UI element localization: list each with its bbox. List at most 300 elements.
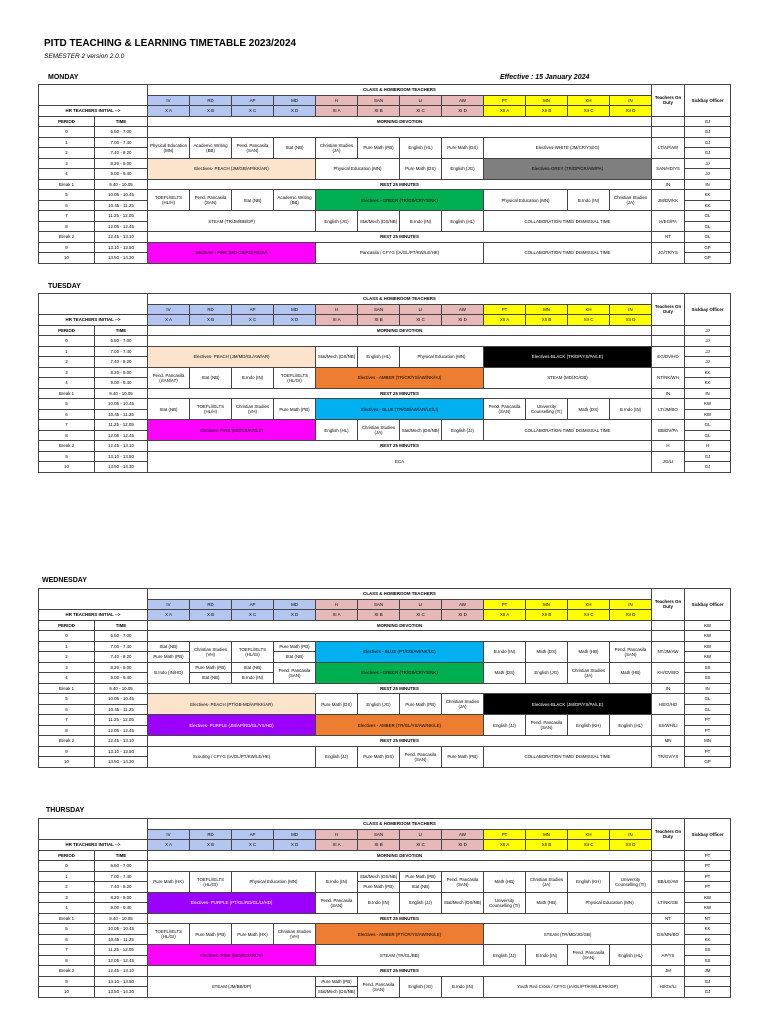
homeroom-teacher: IV [148, 95, 190, 106]
sickbay-cell: GP [685, 757, 731, 768]
class-name: XII A [484, 315, 526, 326]
morning-devotion: MORNING DEVOTION [148, 620, 652, 631]
period-number: 3 [39, 158, 95, 169]
lesson-cell: Physical Education (MN) [400, 346, 484, 367]
elective-block-purple: Electives- PURPLE (JM/AP/RD/GL/YS/HD) [148, 715, 316, 736]
duty-cell: IN [652, 179, 685, 190]
lesson-cell: Christian Studies (JA) [316, 137, 358, 158]
homeroom-teacher: IV [148, 599, 190, 610]
lesson-cell: Christian Studies (JA) [442, 694, 484, 715]
sickbay-cell: IN [685, 683, 731, 694]
lesson-cell: Pend. Pancasila (SAN) [190, 190, 232, 211]
period-time: 10.45 - 11.25 [95, 200, 148, 211]
period-time: 10.45 - 11.25 [95, 934, 148, 945]
period-time: 12.45 - 13.10 [95, 441, 148, 452]
duty-cell: NT [652, 913, 685, 924]
lesson-cell: STEAM (JM/BB/DP) [148, 976, 316, 997]
lesson-cell: English (JJ) [400, 892, 442, 913]
lesson-cell: B.Indo (IN) [400, 211, 442, 232]
class-name: XI D [442, 840, 484, 851]
homeroom-teacher: KH [568, 95, 610, 106]
period-time: 10.05 - 10.45 [95, 694, 148, 705]
sickbay-cell: GJ [685, 451, 731, 462]
class-name: XI C [400, 610, 442, 621]
hr-teachers-initial-label: HR TEACHERS INITIAL --> [39, 315, 148, 326]
rest-break: REST 25 MINUTES [148, 232, 652, 243]
sickbay-officer-header: Sickbay Officer [685, 589, 731, 621]
sickbay-cell: SS [685, 945, 731, 956]
class-name: XII D [610, 610, 652, 621]
sickbay-cell: JJ [685, 346, 731, 357]
elective-block-blue: Electives - BLUE (PT/GB/AW/NK/LE) [316, 641, 484, 662]
class-name: XI B [358, 315, 400, 326]
sickbay-cell: PT [685, 725, 731, 736]
homeroom-teacher: SAN [358, 599, 400, 610]
lesson-cell: English (JJ) [316, 746, 358, 767]
period-number: 4 [39, 378, 95, 389]
lesson-cell: STEAM (MD/JG/GB) [484, 367, 652, 388]
sickbay-cell: SS [685, 955, 731, 966]
period-number: 8 [39, 955, 95, 966]
class-name: X C [232, 315, 274, 326]
lesson-cell: English (KH) [568, 715, 610, 736]
class-name: XII C [568, 840, 610, 851]
period-time: 7.00 - 7.40 [95, 641, 148, 652]
rest-break: REST 25 MINUTES [148, 966, 652, 977]
duty-cell: IN [652, 388, 685, 399]
sickbay-cell: KW [685, 652, 731, 663]
homeroom-teacher: LI [400, 829, 442, 840]
homeroom-teacher: H [316, 829, 358, 840]
homeroom-teacher: AW [442, 599, 484, 610]
class-name: XI C [400, 315, 442, 326]
sickbay-cell: GL [685, 694, 731, 705]
class-name: X D [274, 840, 316, 851]
period-time: 11.25 - 12.05 [95, 420, 148, 431]
rest-break: REST 25 MINUTES [148, 388, 652, 399]
lesson-cell: Stat/Mech (DS/NB) [316, 346, 358, 367]
elective-block-peach: Electives- PEACH (JM/MD/GL/AW/AR) [148, 346, 316, 367]
period-time: 6.50 - 7.00 [95, 631, 148, 642]
period-number: 7 [39, 211, 95, 222]
period-number: Break 1 [39, 683, 95, 694]
class-name: XII B [526, 315, 568, 326]
sickbay-cell: KK [685, 367, 731, 378]
class-name: X B [190, 840, 232, 851]
sickbay-cell: PT [685, 871, 731, 882]
period-time: 12.05 - 12.45 [95, 725, 148, 736]
sickbay-cell: GJ [685, 462, 731, 473]
period-number: 5 [39, 694, 95, 705]
lesson-cell: Stat (NB) [400, 882, 442, 893]
period-time: 7.00 - 7.40 [95, 871, 148, 882]
homeroom-teacher: RD [190, 304, 232, 315]
duty-cell: DS/MN/BO [652, 924, 685, 945]
lesson-cell: Pure Math (PB) [190, 924, 232, 945]
period-number: 6 [39, 200, 95, 211]
time-header: TIME [95, 116, 148, 127]
class-name: X A [148, 840, 190, 851]
homeroom-teacher: SAN [358, 95, 400, 106]
class-name: X D [274, 106, 316, 117]
homeroom-teacher: KH [568, 304, 610, 315]
sickbay-cell: KW [685, 903, 731, 914]
sickbay-cell: GJ [685, 137, 731, 148]
sickbay-cell: GL [685, 704, 731, 715]
sickbay-officer-header: Sickbay Officer [685, 85, 731, 117]
homeroom-teacher: RD [190, 829, 232, 840]
homeroom-teacher: RD [190, 95, 232, 106]
sickbay-cell: SS [685, 673, 731, 684]
class-name: XI A [316, 315, 358, 326]
duty-cell: H/EG/PA [652, 211, 685, 232]
sickbay-cell: H [685, 441, 731, 452]
duty-cell: H/EG/HD [652, 694, 685, 715]
class-name: X B [190, 315, 232, 326]
lesson-cell: Math (HB) [610, 662, 652, 683]
sickbay-cell: JJ [685, 169, 731, 180]
lesson-cell: Pure Math (PB) [358, 882, 400, 893]
period-number: Break 2 [39, 736, 95, 747]
period-time: 7.40 - 8.20 [95, 882, 148, 893]
homeroom-teacher: MD [274, 304, 316, 315]
sickbay-cell: SS [685, 662, 731, 673]
elective-block-amber: Electives - AMBER (TR/CR/YS/AW/NK/HJ) [316, 367, 484, 388]
sickbay-cell: GL [685, 420, 731, 431]
class-name: XI D [442, 315, 484, 326]
period-number: Break 2 [39, 232, 95, 243]
period-number: 9 [39, 451, 95, 462]
homeroom-teacher: KH [568, 599, 610, 610]
period-time: 12.05 - 12.45 [95, 221, 148, 232]
period-time: 9.40 - 10.05 [95, 179, 148, 190]
sickbay-cell: KW [685, 892, 731, 903]
homeroom-teacher: KH [568, 829, 610, 840]
rest-break: REST 25 MINUTES [148, 736, 652, 747]
class-name: X A [148, 610, 190, 621]
day-label-thursday: THURSDAY [46, 807, 85, 814]
class-name: XII D [610, 840, 652, 851]
homeroom-teacher: MD [274, 829, 316, 840]
class-name: XI B [358, 840, 400, 851]
period-header: PERIOD [39, 325, 95, 336]
homeroom-teacher: PT [484, 95, 526, 106]
sickbay-cell: KW [685, 409, 731, 420]
sickbay-cell: GP [685, 242, 731, 253]
duty-cell: MN [652, 736, 685, 747]
sickbay-cell: NT [685, 913, 731, 924]
timetable-thursday [38, 818, 731, 998]
rest-break: REST 25 MINUTES [148, 179, 652, 190]
homeroom-teacher: MN [526, 304, 568, 315]
period-number: 0 [39, 861, 95, 872]
homeroom-teacher: AW [442, 829, 484, 840]
lesson-cell: English (JJ) [442, 420, 484, 441]
duty-cell: NT/NK/WH [652, 367, 685, 388]
period-number: 9 [39, 746, 95, 757]
homeroom-teacher: AP [232, 829, 274, 840]
period-number: 1 [39, 137, 95, 148]
lesson-cell: B.Indo (IN/HD) [148, 662, 190, 683]
lesson-cell: Pure Math (PB) [358, 137, 400, 158]
period-time: 10.05 - 10.45 [95, 190, 148, 201]
teachers-on-duty-header: Teachers On Duty [652, 85, 685, 117]
class-name: X B [190, 610, 232, 621]
sickbay-cell: JJ [685, 357, 731, 368]
lesson-cell: Math (DS) [568, 399, 610, 420]
sickbay-cell: PT [685, 715, 731, 726]
homeroom-teacher: IN [610, 599, 652, 610]
period-number: 6 [39, 934, 95, 945]
lesson-cell: Pure Math (HK) [232, 924, 274, 945]
document-subtitle: SEMESTER 2 version 2.0.0 [44, 53, 125, 60]
lesson-cell: English (HL) [400, 137, 442, 158]
class-name: XI A [316, 610, 358, 621]
period-number: 10 [39, 253, 95, 264]
elective-block-white: Electives-WHITE (JM/CR/YS/IG) [484, 137, 652, 158]
lesson-cell: Pure Math (PB) [274, 399, 316, 420]
lesson-cell: Academic Writing (BB) [274, 190, 316, 211]
homeroom-teacher: SAN [358, 829, 400, 840]
homeroom-teacher: LI [400, 599, 442, 610]
lesson-cell: TOEFL/IELTS (HL/GI) [274, 367, 316, 388]
period-number: 2 [39, 357, 95, 368]
lesson-cell: B.Indo (IN) [484, 641, 526, 662]
day-label-monday: MONDAY [48, 74, 79, 81]
lesson-cell: Math (HB) [484, 871, 526, 892]
period-number: 5 [39, 190, 95, 201]
duty-cell: BB/DV/PA [652, 420, 685, 441]
period-time: 13.10 - 13.50 [95, 451, 148, 462]
morning-devotion: MORNING DEVOTION [148, 325, 652, 336]
period-time: 10.05 - 10.45 [95, 399, 148, 410]
period-number: 7 [39, 715, 95, 726]
lesson-cell: Christian Studies (JA) [526, 871, 568, 892]
sickbay-cell: GL [685, 211, 731, 222]
sickbay-cell: JJ [685, 325, 731, 336]
class-name: X A [148, 106, 190, 117]
homeroom-teacher: IV [148, 304, 190, 315]
lesson-cell: Math (DS) [484, 662, 526, 683]
lesson-cell: Pure Math (PB) [400, 871, 442, 882]
lesson-cell: Pure Math (HK) [148, 871, 190, 892]
homeroom-teacher: PT [484, 599, 526, 610]
elective-block-peach: Electives- PEACH (PT/GB-MD/AP/KK/AR) [148, 694, 316, 715]
period-time: 8.20 - 9.00 [95, 367, 148, 378]
homeroom-teacher: H [316, 304, 358, 315]
period-header: PERIOD [39, 850, 95, 861]
lesson-cell: Pure Math (PB) [316, 976, 358, 987]
period-time: 8.20 - 9.00 [95, 892, 148, 903]
lesson-cell: Stat (NB) [148, 641, 190, 652]
period-time: 13.50 - 14.30 [95, 462, 148, 473]
period-time: 12.05 - 12.45 [95, 430, 148, 441]
duty-cell: TR/GV/YS [652, 746, 685, 767]
lesson-cell: Scouting / CFYG (IA/GL/PT/KW/LE/HK) [148, 746, 316, 767]
period-number: 3 [39, 892, 95, 903]
class-name: X D [274, 610, 316, 621]
eca-block: ECA [148, 451, 652, 472]
lesson-cell: Pure Math (PB) [190, 662, 232, 673]
sickbay-cell: KK [685, 378, 731, 389]
elective-block-peach: Electives- PEACH (JM/GB/AP/KK/AR) [148, 158, 316, 179]
period-time: 9.40 - 10.05 [95, 913, 148, 924]
lesson-cell: English (HL) [316, 420, 358, 441]
sickbay-cell: JM [685, 966, 731, 977]
class-name: XII C [568, 315, 610, 326]
duty-cell: LT/NK/GB [652, 892, 685, 913]
lesson-cell: Stat/Mech (DS/NB) [400, 420, 442, 441]
duty-cell: JM/DV/KK [652, 190, 685, 211]
lesson-cell: English (JJ) [484, 945, 526, 966]
class-name: XII B [526, 610, 568, 621]
teachers-on-duty-header: Teachers On Duty [652, 589, 685, 621]
lesson-cell: Youth Red Cross / CFYG (IA/GL/PT/KW/LE/HK/GP) [484, 976, 652, 997]
lesson-cell: Pend. Pancasila (SAN) [400, 746, 442, 767]
elective-block-amber: Electives - AMBER (PT/CR/YS/AW/NK/LE) [316, 924, 484, 945]
lesson-cell: Academic Writing (BB) [190, 137, 232, 158]
lesson-cell: Math (DS) [526, 641, 568, 662]
period-number: 4 [39, 903, 95, 914]
period-time: 7.00 - 7.40 [95, 346, 148, 357]
period-number: Break 1 [39, 179, 95, 190]
lesson-cell: English (HL) [610, 945, 652, 966]
homeroom-teacher: AW [442, 95, 484, 106]
duty-cell: BB/LE/AW [652, 871, 685, 892]
lesson-cell: Christian Studies (JA) [610, 190, 652, 211]
period-time: 9.40 - 10.05 [95, 388, 148, 399]
homeroom-teacher: LI [400, 95, 442, 106]
lesson-cell: TOEFL/IELTS (HL/GI) [148, 924, 190, 945]
period-number: Break 1 [39, 913, 95, 924]
lesson-cell: University Counselling (TI) [526, 399, 568, 420]
lesson-cell: Pure Math (PB) [274, 641, 316, 652]
period-time: 9.00 - 9.40 [95, 903, 148, 914]
day-label-tuesday: TUESDAY [48, 283, 81, 290]
class-name: X B [190, 106, 232, 117]
lesson-cell: TOEFL/IELTS (HL/H) [148, 190, 190, 211]
lesson-cell: B.Indo (IN) [610, 399, 652, 420]
elective-block-pink: Electives - PINK (MD-GB/RD/AR/JV) [148, 242, 316, 263]
sickbay-cell: GJ [685, 148, 731, 159]
period-time: 12.05 - 12.45 [95, 955, 148, 966]
time-header: TIME [95, 850, 148, 861]
period-number: 0 [39, 631, 95, 642]
period-time: 7.40 - 8.20 [95, 652, 148, 663]
period-time: 7.00 - 7.40 [95, 137, 148, 148]
lesson-cell: Stat/Mech (DS/NB) [442, 892, 484, 913]
sickbay-cell: KK [685, 190, 731, 201]
lesson-cell: B.Indo (IN) [358, 892, 400, 913]
homeroom-teacher: SAN [358, 304, 400, 315]
lesson-cell: Pure Math (DS) [400, 158, 442, 179]
homeroom-teacher: PT [484, 304, 526, 315]
rest-break: REST 25 MINUTES [148, 683, 652, 694]
lesson-cell: STEAM (TR/JM/BB/DP) [148, 211, 316, 232]
class-name: XII A [484, 106, 526, 117]
lesson-cell: Christian Studies (VH) [274, 924, 316, 945]
sickbay-cell: GJ [685, 116, 731, 127]
homeroom-teacher: AW [442, 304, 484, 315]
lesson-cell: English (JG) [526, 662, 568, 683]
class-name: X C [232, 840, 274, 851]
elective-block-green: Electives - GREEN (TR/GB/CR/YS/NK) [316, 190, 484, 211]
class-homeroom-header: CLASS & HOMEROOM TEACHERS [148, 819, 652, 830]
rest-break: REST 25 MINUTES [148, 441, 652, 452]
duty-cell: IN [652, 683, 685, 694]
period-time: 8.20 - 9.00 [95, 158, 148, 169]
lesson-cell: Pure Math (PB) [148, 652, 190, 663]
homeroom-teacher: MN [526, 599, 568, 610]
sickbay-cell: PT [685, 861, 731, 872]
elective-block-black: Electives-BLACK (JM/DP/YS/PA/LE) [484, 694, 652, 715]
period-time: 12.45 - 13.10 [95, 232, 148, 243]
sickbay-cell: KK [685, 934, 731, 945]
sickbay-officer-header: Sickbay Officer [685, 819, 731, 851]
morning-devotion: MORNING DEVOTION [148, 850, 652, 861]
class-name: XI A [316, 106, 358, 117]
lesson-cell: B.Indo (IN) [568, 190, 610, 211]
lesson-cell: English (JG) [442, 158, 484, 179]
homeroom-teacher: MN [526, 829, 568, 840]
sickbay-cell: PT [685, 746, 731, 757]
duty-cell: LT/AP/AW [652, 137, 685, 158]
elective-block-pink: Electives- PINK (MD/RD/AR/JV) [148, 945, 316, 966]
duty-cell: SAN/HD/YS [652, 158, 685, 179]
homeroom-teacher: IV [148, 829, 190, 840]
sickbay-cell: GJ [685, 127, 731, 138]
homeroom-teacher: LI [400, 304, 442, 315]
lesson-cell: Physical Education (MN) [232, 871, 316, 892]
elective-block-blue: Electives - BLUE (TR/GB/AW/AR/LE/LI) [316, 399, 484, 420]
lesson-cell: English (HL) [610, 715, 652, 736]
class-name: XII D [610, 106, 652, 117]
collaboration-time: COLLABORATION TIME/ DISMISSAL TIME [484, 420, 652, 441]
lesson-cell: B.Indo (IN) [442, 976, 484, 997]
duty-cell: KH/GV/BO [652, 662, 685, 683]
period-time: 9.00 - 9.40 [95, 169, 148, 180]
period-header: PERIOD [39, 116, 95, 127]
period-number: 10 [39, 987, 95, 998]
lesson-cell: Stat (NB) [274, 137, 316, 158]
sickbay-cell: PT [685, 882, 731, 893]
lesson-cell: B.Indo (IN) [232, 367, 274, 388]
homeroom-teacher: H [316, 599, 358, 610]
elective-block-amber: Electives - AMBER (TR/GL/YS/AW/NK/LE) [316, 715, 484, 736]
lesson-cell: English (HL) [358, 346, 400, 367]
class-name: XII C [568, 610, 610, 621]
sickbay-cell: GJ [685, 976, 731, 987]
lesson-cell: Stat (NB) [190, 673, 232, 684]
period-number: 3 [39, 662, 95, 673]
class-name: XI C [400, 840, 442, 851]
period-number: 7 [39, 420, 95, 431]
lesson-cell: English (JG) [358, 694, 400, 715]
period-number: Break 2 [39, 441, 95, 452]
class-name: XI B [358, 610, 400, 621]
class-name: XI C [400, 106, 442, 117]
homeroom-teacher: PT [484, 829, 526, 840]
duty-cell: NT/JM/AW [652, 641, 685, 662]
hr-teachers-initial-label: HR TEACHERS INITIAL --> [39, 106, 148, 117]
period-number: 0 [39, 336, 95, 347]
class-name: XII C [568, 106, 610, 117]
period-number: 1 [39, 641, 95, 652]
period-time: 7.40 - 8.20 [95, 148, 148, 159]
lesson-cell: Math (HB) [526, 892, 568, 913]
period-time: 11.25 - 12.05 [95, 945, 148, 956]
duty-cell: LT/JM/BO [652, 399, 685, 420]
